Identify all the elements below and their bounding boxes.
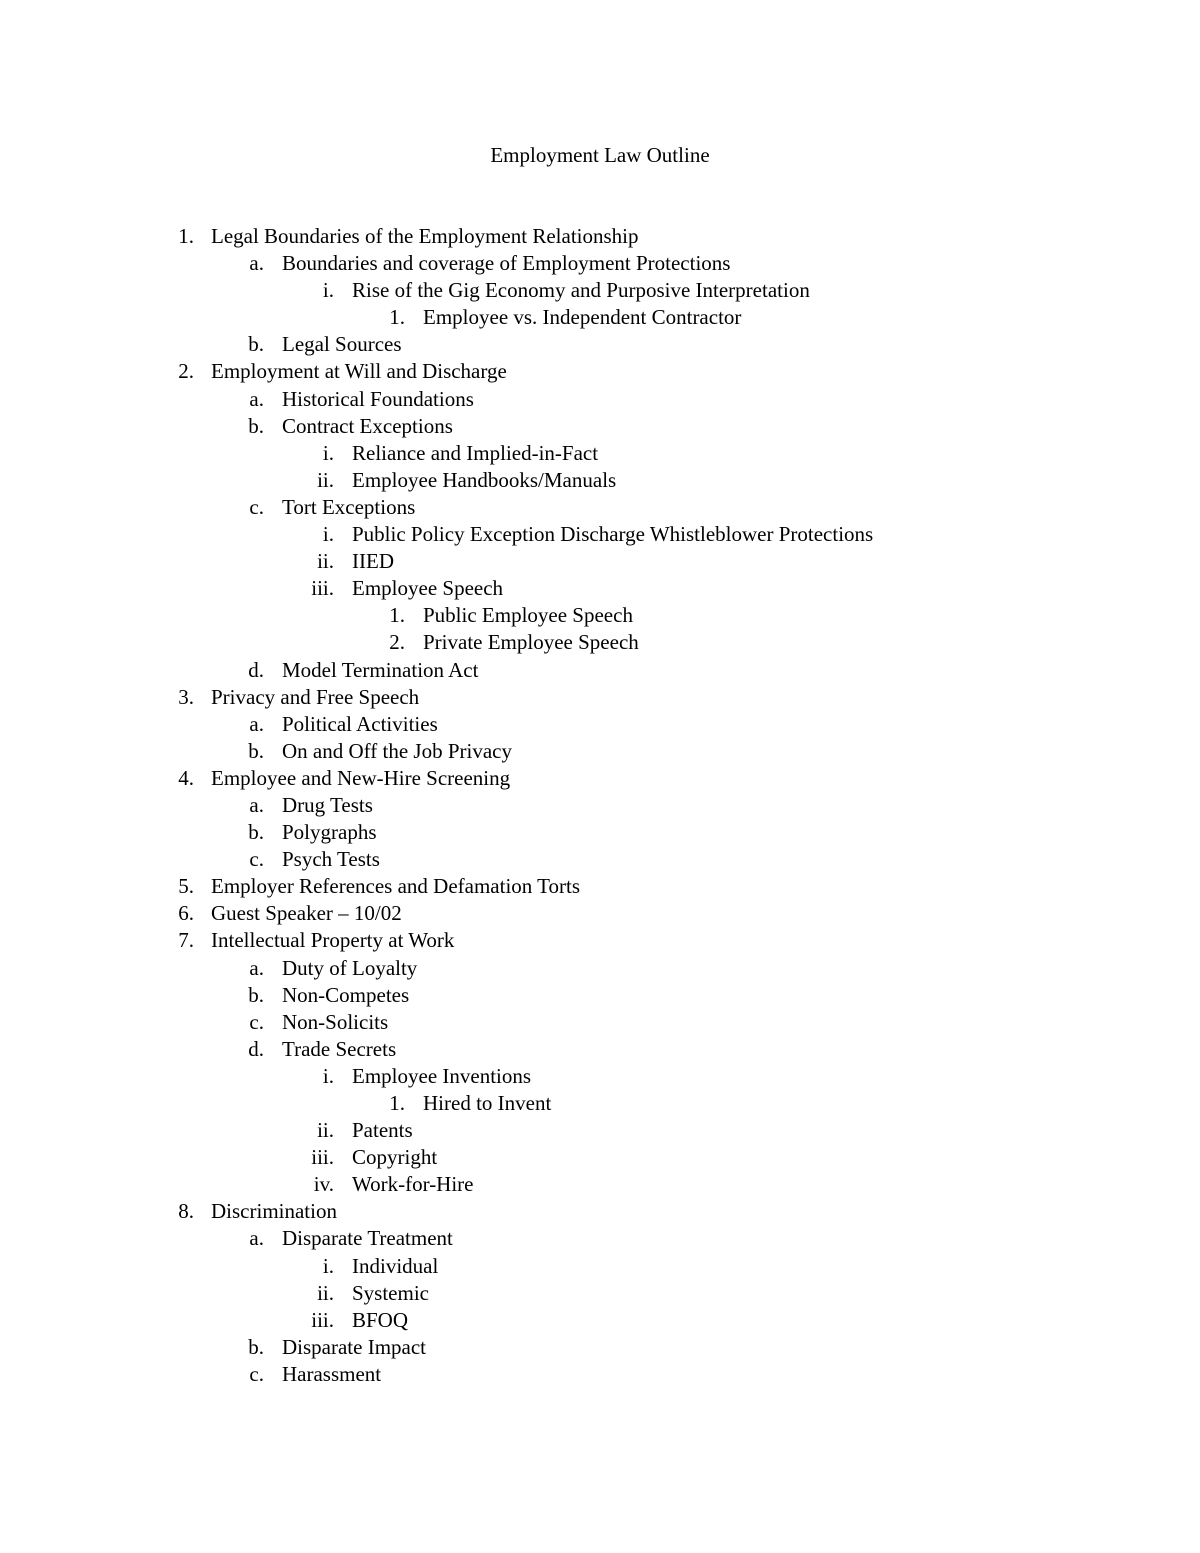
outline-item-marker: iv. (313, 1172, 334, 1197)
outline-item-marker: 8. (178, 1199, 194, 1224)
outline-item-marker: 4. (178, 765, 194, 790)
outline-item-level-1 (0, 684, 1200, 711)
outline-item-level-2 (0, 738, 1200, 765)
outline-item-text: Legal Boundaries of the Employment Relationship (211, 224, 639, 248)
outline-item-text: Employee Handbooks/Manuals (352, 467, 617, 492)
outline-item-text: Reliance and Implied-in-Fact (352, 440, 599, 465)
outline-item-marker: iii. (311, 1307, 334, 1332)
document-title: Employment Law Outline (490, 143, 710, 167)
outline-item-marker: i. (322, 1063, 334, 1088)
outline-item-level-3 (0, 575, 1200, 602)
outline-item-marker: c. (249, 1009, 264, 1034)
outline-item-text: Drug Tests (282, 792, 373, 817)
outline-item-level-2 (0, 792, 1200, 819)
outline-item-marker: ii. (317, 1280, 334, 1305)
outline-item-level-2 (0, 711, 1200, 738)
outline-item-marker: b. (248, 820, 264, 845)
outline-item-marker: 1. (178, 224, 194, 248)
outline-item-marker: d. (248, 1036, 264, 1061)
outline-item-text: Private Employee Speech (423, 630, 639, 655)
outline-item-marker: c. (249, 1361, 264, 1386)
outline-item-level-1 (0, 358, 1200, 385)
outline-item-level-2 (0, 1009, 1200, 1036)
outline-item-text: Legal Sources (282, 332, 402, 357)
outline-item-level-4 (0, 1090, 1200, 1117)
outline-item-level-2 (0, 331, 1200, 358)
outline-item-marker: a. (249, 1226, 264, 1251)
outline-item-marker: i. (322, 440, 334, 465)
outline-item-text: Intellectual Property at Work (211, 928, 455, 953)
outline-item-text: Systemic (352, 1280, 429, 1305)
outline-item-text: Disparate Impact (282, 1334, 427, 1359)
outline-item-text: Boundaries and coverage of Employment Protections (282, 251, 731, 276)
outline-item-text: Employee Inventions (352, 1063, 532, 1088)
outline-item-marker: 6. (178, 901, 194, 926)
outline-item-level-2 (0, 819, 1200, 846)
outline-item-level-3 (0, 440, 1200, 467)
outline-item-level-1 (0, 1198, 1200, 1225)
outline-item-marker: a. (249, 955, 264, 980)
outline-item-level-1 (0, 900, 1200, 927)
outline-item-level-2 (0, 955, 1200, 982)
outline-item-text: Duty of Loyalty (282, 955, 418, 980)
outline-item-marker: 7. (178, 928, 194, 953)
outline-item-text: Psych Tests (282, 847, 380, 872)
outline-item-level-1 (0, 223, 1200, 250)
outline-item-level-4 (0, 304, 1200, 331)
outline-item-text: Individual (352, 1253, 439, 1278)
outline-item-marker: a. (249, 251, 264, 276)
outline-item-marker: i. (322, 1253, 334, 1278)
outline-item-text: Public Employee Speech (423, 603, 633, 628)
outline-item-text: Employee Speech (352, 576, 504, 601)
outline-item-text: On and Off the Job Privacy (282, 738, 512, 763)
outline-item-text: Employment at Will and Discharge (211, 359, 507, 384)
outline-item-marker: i. (322, 278, 334, 303)
outline-item-marker: 1. (389, 305, 405, 330)
outline-item-marker: b. (248, 413, 264, 438)
outline-item-level-1 (0, 873, 1200, 900)
outline-item-marker: b. (248, 332, 264, 357)
outline-item-level-2 (0, 494, 1200, 521)
outline-item-text: Discrimination (211, 1199, 337, 1224)
outline-item-marker: 1. (389, 1091, 405, 1115)
outline-item-marker: a. (249, 792, 264, 817)
outline-item-text: Polygraphs (282, 820, 377, 845)
outline-item-level-3 (0, 521, 1200, 548)
outline-item-level-2 (0, 386, 1200, 413)
outline-item-level-3 (0, 1307, 1200, 1334)
outline-item-level-2 (0, 1225, 1200, 1252)
outline-item-marker: iii. (311, 1145, 334, 1170)
outline-item-marker: 3. (178, 684, 194, 709)
outline-item-text: Privacy and Free Speech (211, 684, 420, 709)
outline-item-text: Political Activities (282, 711, 438, 736)
outline-item-marker: b. (248, 982, 264, 1007)
outline-item-marker: 2. (389, 630, 405, 655)
outline-item-level-3 (0, 1280, 1200, 1307)
outline-item-level-3 (0, 277, 1200, 304)
outline-item-level-3 (0, 1063, 1200, 1090)
outline-item-level-2 (0, 657, 1200, 684)
outline-item-level-2 (0, 982, 1200, 1009)
outline-item-text: Public Policy Exception Discharge Whistleblower Protections (352, 522, 874, 547)
outline-item-text: Tort Exceptions (282, 494, 416, 519)
outline-item-text: Disparate Treatment (282, 1226, 453, 1251)
outline-item-text: Non-Competes (282, 982, 410, 1007)
outline-item-text: Hired to Invent (423, 1091, 552, 1115)
outline-item-level-1 (0, 765, 1200, 792)
outline-item-marker: a. (249, 711, 264, 736)
outline-item-text: Patents (352, 1118, 413, 1143)
outline-item-text: Harassment (282, 1361, 382, 1386)
outline-item-level-2 (0, 1036, 1200, 1063)
outline-item-text: Copyright (352, 1145, 438, 1170)
outline-item-level-3 (0, 1253, 1200, 1280)
outline-item-marker: c. (249, 847, 264, 872)
outline-item-text: Trade Secrets (282, 1036, 397, 1061)
outline-item-level-2 (0, 846, 1200, 873)
outline-item-marker: iii. (311, 576, 334, 601)
outline-item-marker: d. (248, 657, 264, 682)
outline-item-marker: i. (322, 522, 334, 547)
outline-item-level-3 (0, 1117, 1200, 1144)
outline-item-level-2 (0, 250, 1200, 277)
outline-item-text: Guest Speaker – 10/02 (211, 901, 402, 926)
outline-item-marker: c. (249, 494, 264, 519)
outline-item-marker: 5. (178, 874, 194, 899)
outline-item-text: Rise of the Gig Economy and Purposive Interpretation (352, 278, 810, 303)
outline-item-text: IIED (352, 549, 394, 574)
outline-item-level-1 (0, 927, 1200, 954)
outline-item-level-4 (0, 602, 1200, 629)
outline-item-level-3 (0, 467, 1200, 494)
outline-item-marker: ii. (317, 1118, 334, 1143)
outline-item-level-3 (0, 1171, 1200, 1198)
outline-item-text: Employee and New-Hire Screening (211, 765, 511, 790)
outline-item-text: Employee vs. Independent Contractor (423, 305, 742, 330)
outline-list (0, 223, 1200, 1388)
outline-item-marker: b. (248, 738, 264, 763)
outline-item-level-2 (0, 413, 1200, 440)
outline-item-level-4 (0, 629, 1200, 656)
outline-item-text: Model Termination Act (282, 657, 479, 682)
outline-item-text: Work-for-Hire (352, 1172, 474, 1197)
outline-item-marker: a. (249, 386, 264, 411)
outline-item-level-2 (0, 1361, 1200, 1388)
outline-item-level-2 (0, 1334, 1200, 1361)
outline-item-text: Historical Foundations (282, 386, 474, 411)
outline-item-level-3 (0, 1144, 1200, 1171)
outline-item-marker: 1. (389, 603, 405, 628)
outline-item-marker: b. (248, 1334, 264, 1359)
outline-item-level-3 (0, 548, 1200, 575)
outline-item-text: Non-Solicits (282, 1009, 389, 1034)
outline-item-marker: ii. (317, 549, 334, 574)
outline-item-marker: 2. (178, 359, 194, 384)
outline-item-text: Employer References and Defamation Torts (211, 874, 581, 899)
outline-item-text: BFOQ (352, 1307, 409, 1332)
outline-item-marker: ii. (317, 467, 334, 492)
outline-item-text: Contract Exceptions (282, 413, 453, 438)
